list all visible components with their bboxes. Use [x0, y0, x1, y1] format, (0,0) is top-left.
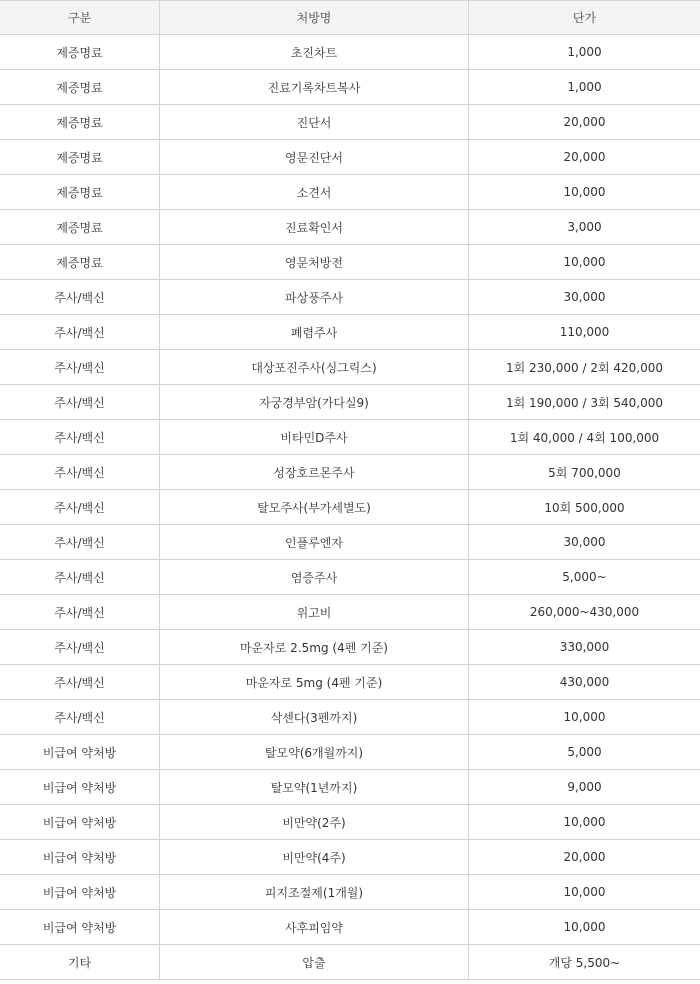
category-cell: 비급여 약처방	[0, 875, 160, 910]
table-row	[0, 315, 700, 350]
table-row	[0, 910, 700, 945]
category-cell: 비급여 약처방	[0, 840, 160, 875]
unit-price-cell: 10,000	[469, 910, 700, 945]
category-cell: 비급여 약처방	[0, 910, 160, 945]
unit-price-cell: 1회 190,000 / 3회 540,000	[469, 385, 700, 420]
prescription-name-cell: 초진차트	[160, 35, 469, 70]
table-row	[0, 490, 700, 525]
prescription-name-cell: 마운자로 5mg (4펜 기준)	[160, 665, 469, 700]
table-row	[0, 245, 700, 280]
unit-price-cell: 5회 700,000	[469, 455, 700, 490]
category-cell: 주사/백신	[0, 630, 160, 665]
category-cell: 제증명료	[0, 245, 160, 280]
category-cell: 주사/백신	[0, 595, 160, 630]
table-header	[0, 1, 700, 35]
prescription-name-cell: 탈모약(6개월까지)	[160, 735, 469, 770]
table-row	[0, 770, 700, 805]
category-cell: 주사/백신	[0, 665, 160, 700]
category-cell: 제증명료	[0, 175, 160, 210]
table-row	[0, 105, 700, 140]
prescription-name-cell: 압출	[160, 945, 469, 980]
unit-price-cell: 5,000~	[469, 560, 700, 595]
unit-price-cell: 30,000	[469, 525, 700, 560]
prescription-name-cell: 비타민D주사	[160, 420, 469, 455]
table-row	[0, 840, 700, 875]
prescription-name-cell: 위고비	[160, 595, 469, 630]
table-row	[0, 420, 700, 455]
table-row	[0, 875, 700, 910]
unit-price-cell: 3,000	[469, 210, 700, 245]
unit-price-cell: 1회 40,000 / 4회 100,000	[469, 420, 700, 455]
table-row	[0, 175, 700, 210]
prescription-name-cell: 대상포진주사(싱그릭스)	[160, 350, 469, 385]
prescription-name-cell: 사후피임약	[160, 910, 469, 945]
header-unit-price: 단가	[469, 1, 700, 35]
unit-price-cell: 1회 230,000 / 2회 420,000	[469, 350, 700, 385]
category-cell: 주사/백신	[0, 350, 160, 385]
unit-price-cell: 20,000	[469, 840, 700, 875]
category-cell: 주사/백신	[0, 385, 160, 420]
unit-price-cell: 10,000	[469, 875, 700, 910]
table-row	[0, 210, 700, 245]
table-row	[0, 350, 700, 385]
prescription-name-cell: 피지조절제(1개월)	[160, 875, 469, 910]
prescription-name-cell: 폐렴주사	[160, 315, 469, 350]
table-row	[0, 805, 700, 840]
unit-price-cell: 10,000	[469, 245, 700, 280]
category-cell: 비급여 약처방	[0, 735, 160, 770]
table-row	[0, 455, 700, 490]
table-body	[0, 35, 700, 980]
category-cell: 주사/백신	[0, 280, 160, 315]
unit-price-cell: 10,000	[469, 805, 700, 840]
prescription-name-cell: 탈모약(1년까지)	[160, 770, 469, 805]
unit-price-cell: 260,000~430,000	[469, 595, 700, 630]
prescription-name-cell: 진료기록차트복사	[160, 70, 469, 105]
table-row	[0, 665, 700, 700]
table-row	[0, 560, 700, 595]
unit-price-cell: 10,000	[469, 700, 700, 735]
prescription-name-cell: 비만약(4주)	[160, 840, 469, 875]
unit-price-cell: 10,000	[469, 175, 700, 210]
table-row	[0, 630, 700, 665]
header-prescription-name: 처방명	[160, 1, 469, 35]
prescription-name-cell: 마운자로 2.5mg (4펜 기준)	[160, 630, 469, 665]
unit-price-cell: 30,000	[469, 280, 700, 315]
header-row	[0, 1, 700, 35]
unit-price-cell: 110,000	[469, 315, 700, 350]
prescription-name-cell: 자궁경부암(가다실9)	[160, 385, 469, 420]
prescription-name-cell: 영문진단서	[160, 140, 469, 175]
category-cell: 제증명료	[0, 35, 160, 70]
category-cell: 주사/백신	[0, 560, 160, 595]
prescription-name-cell: 삭센다(3펜까지)	[160, 700, 469, 735]
category-cell: 제증명료	[0, 70, 160, 105]
category-cell: 기타	[0, 945, 160, 980]
prescription-name-cell: 파상풍주사	[160, 280, 469, 315]
category-cell: 비급여 약처방	[0, 805, 160, 840]
category-cell: 제증명료	[0, 105, 160, 140]
unit-price-cell: 개당 5,500~	[469, 945, 700, 980]
unit-price-cell: 1,000	[469, 35, 700, 70]
prescription-name-cell: 성장호르몬주사	[160, 455, 469, 490]
prescription-name-cell: 영문처방전	[160, 245, 469, 280]
prescription-name-cell: 인플루엔자	[160, 525, 469, 560]
category-cell: 주사/백신	[0, 700, 160, 735]
table-row	[0, 70, 700, 105]
unit-price-cell: 9,000	[469, 770, 700, 805]
unit-price-cell: 5,000	[469, 735, 700, 770]
prescription-name-cell: 비만약(2주)	[160, 805, 469, 840]
unit-price-cell: 20,000	[469, 105, 700, 140]
table-row	[0, 595, 700, 630]
category-cell: 주사/백신	[0, 525, 160, 560]
prescription-name-cell: 탈모주사(부가세별도)	[160, 490, 469, 525]
table-row	[0, 735, 700, 770]
category-cell: 비급여 약처방	[0, 770, 160, 805]
category-cell: 주사/백신	[0, 490, 160, 525]
unit-price-cell: 20,000	[469, 140, 700, 175]
category-cell: 제증명료	[0, 210, 160, 245]
prescription-name-cell: 염증주사	[160, 560, 469, 595]
category-cell: 주사/백신	[0, 455, 160, 490]
unit-price-cell: 10회 500,000	[469, 490, 700, 525]
category-cell: 주사/백신	[0, 420, 160, 455]
unit-price-cell: 330,000	[469, 630, 700, 665]
unit-price-cell: 1,000	[469, 70, 700, 105]
category-cell: 제증명료	[0, 140, 160, 175]
table-row	[0, 280, 700, 315]
category-cell: 주사/백신	[0, 315, 160, 350]
unit-price-cell: 430,000	[469, 665, 700, 700]
table-row	[0, 140, 700, 175]
table-row	[0, 385, 700, 420]
prescription-name-cell: 소견서	[160, 175, 469, 210]
table-row	[0, 525, 700, 560]
prescription-name-cell: 진단서	[160, 105, 469, 140]
table-row	[0, 700, 700, 735]
prescription-name-cell: 진료확인서	[160, 210, 469, 245]
header-category: 구분	[0, 1, 160, 35]
table-row	[0, 35, 700, 70]
table-row	[0, 945, 700, 980]
